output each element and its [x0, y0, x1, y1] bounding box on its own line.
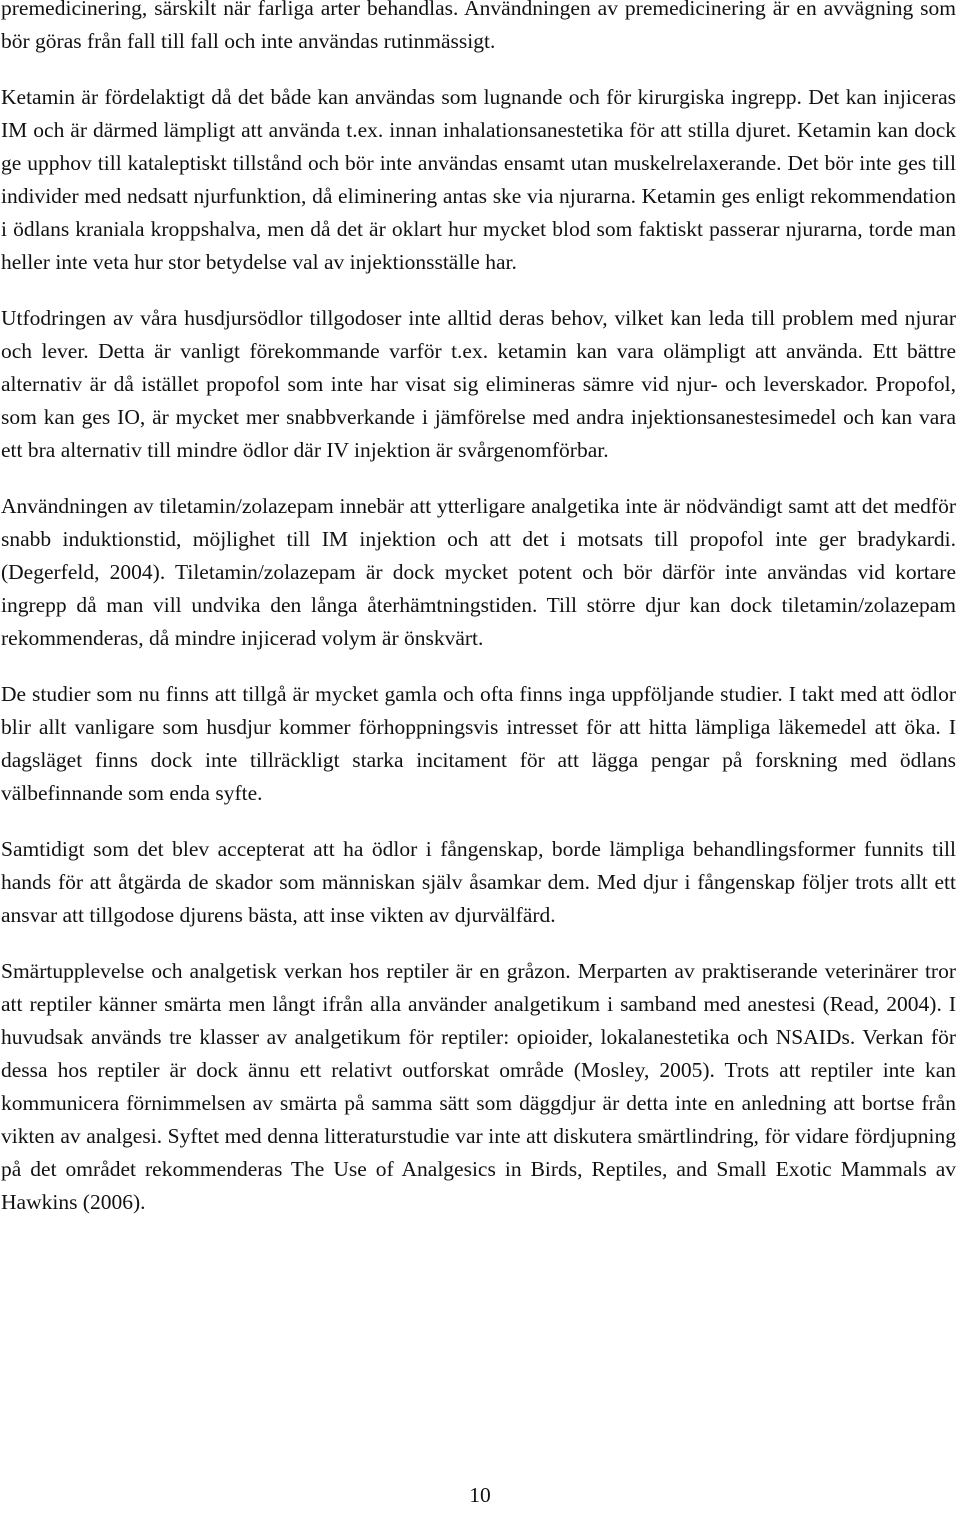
paragraph-analgesia: Smärtupplevelse och analgetisk verkan hos reptiler är en gråzon. Merparten av praktiserande veterinärer tror att reptiler känner smärta men långt ifrån alla använder analgetikum i samband med anestesi (Read, 2004). I huvudsak används tre klasser av analgetikum för reptiler: opioider, lokalanestetika och NSAIDs. Verkan för dessa hos reptiler är dock ännu ett relativt outforskat område (Mosley, 2005). Trots att reptiler inte kan kommunicera förnimmelsen av smärta på samma sätt som däggdjur är detta inte en anledning att bortse från vikten av analgesi. Syftet med denna litteraturstudie var inte att diskutera smärtlindring, för vidare fördjupning på det området rekommenderas The Use of Analgesics in Birds, Reptiles, and Small Exotic Mammals av Hawkins (2006). [1, 959, 956, 1214]
paragraph-captivity-welfare: Samtidigt som det blev accepterat att ha ödlor i fångenskap, borde lämpliga behandlingsformer funnits till hands för att åtgärda de skador som människan själv åsamkar dem. Med djur i fångenskap följer trots allt ett ansvar att tillgodose djurens bästa, att inse vikten av djurvälfärd. [1, 837, 956, 927]
body-text [1, 0, 956, 1241]
paragraph-premedication: premedicinering, särskilt när farliga arter behandlas. Användningen av premedicinering är en avvägning som bör göras från fall till fall och inte användas rutinmässigt. [1, 0, 956, 53]
page-number: 10 [469, 1483, 491, 1507]
paragraph-tiletamine-zolazepam: Användningen av tiletamin/zolazepam innebär att ytterligare analgetika inte är nödvändigt samt att det medför snabb induktionstid, möjlighet till IM injektion och att det i motsats till propofol inte ger bradykardi. (Degerfeld, 2004). Tiletamin/zolazepam är dock mycket potent och bör därför inte användas vid kortare ingrepp då man vill undvika den långa återhämtningstiden. Till större djur kan dock tiletamin/zolazepam rekommenderas, då mindre injicerad volym är önskvärt. [1, 494, 956, 650]
paragraph-propofol: Utfodringen av våra husdjursödlor tillgodoser inte alltid deras behov, vilket kan leda till problem med njurar och lever. Detta är vanligt förekommande varför t.ex. ketamin kan vara olämpligt att använda. Ett bättre alternativ är då istället propofol som inte har visat sig elimineras sämre vid njur- och leverskador. Propofol, som kan ges IO, är mycket mer snabbverkande i jämförelse med andra injektionsanestesimedel och kan vara ett bra alternativ till mindre ödlor där IV injektion är svårgenomförbar. [1, 306, 956, 462]
paragraph-ketamine: Ketamin är fördelaktigt då det både kan användas som lugnande och för kirurgiska ingrepp. Det kan injiceras IM och är därmed lämpligt att använda t.ex. innan inhalationsanestetika för att stilla djuret. Ketamin kan dock ge upphov till kataleptiskt tillstånd och bör inte användas ensamt utan muskelrelaxerande. Det bör inte ges till individer med nedsatt njurfunktion, då eliminering antas ske via njurarna. Ketamin ges enligt rekommendation i ödlans kraniala kroppshalva, men då det är oklart hur mycket blod som faktiskt passerar njurarna, torde man heller inte veta hur stor betydelse val av injektionsställe har. [1, 85, 956, 274]
paragraph-studies: De studier som nu finns att tillgå är mycket gamla och ofta finns inga uppföljande studier. I takt med att ödlor blir allt vanligare som husdjur kommer förhoppningsvis intresset för att hitta lämpliga läkemedel att öka. I dagsläget finns dock inte tillräckligt starka incitament för att lägga pengar på forskning med ödlans välbefinnande som enda syfte. [1, 682, 956, 805]
